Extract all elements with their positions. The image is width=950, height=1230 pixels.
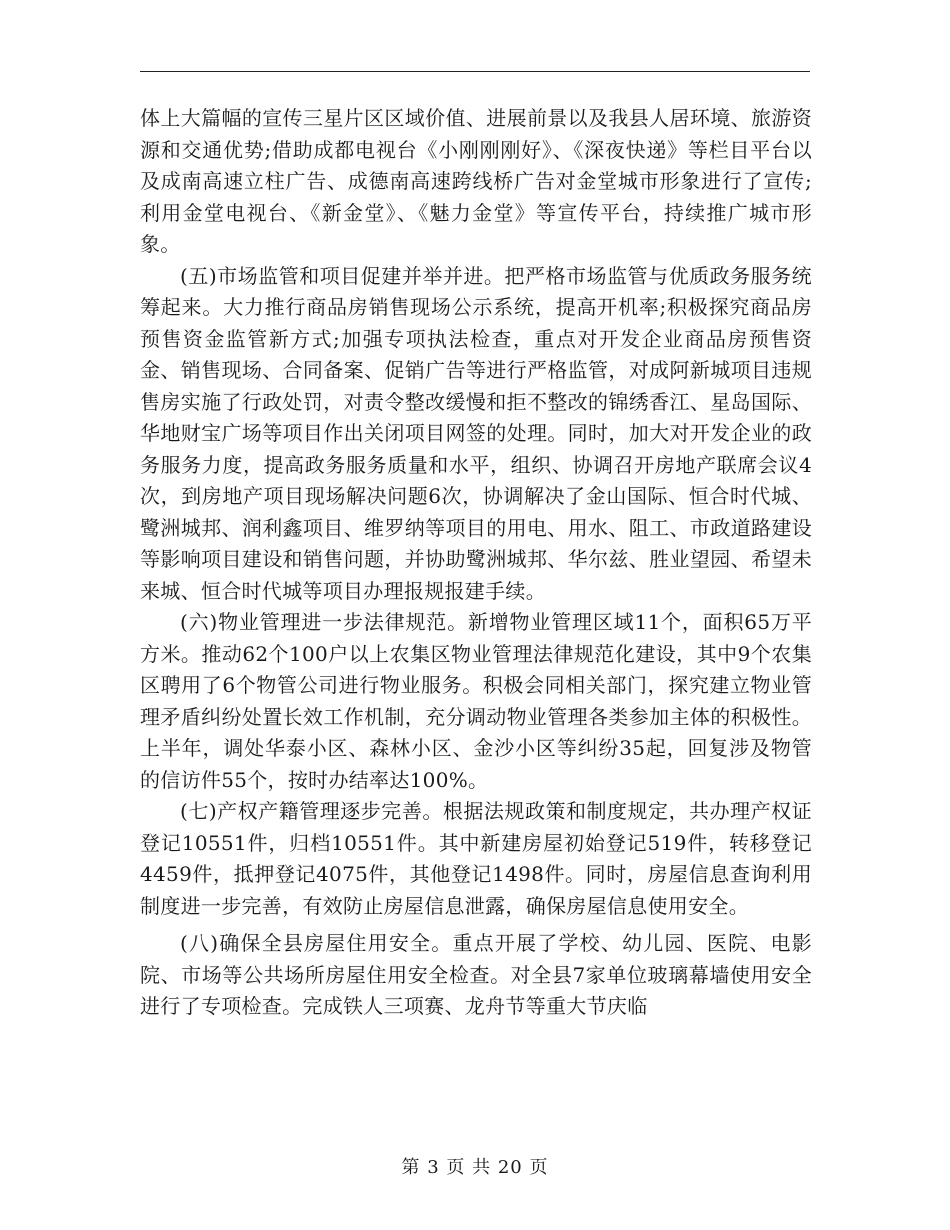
header-rule <box>140 71 810 72</box>
page-number-footer: 第 3 页 共 20 页 <box>401 1157 549 1178</box>
paragraph-property-registration: (七)产权产籍管理逐步完善。根据法规政策和制度规定，共办理产权证登记10551件，归档10551件。其中新建房屋初始登记519件，转移登记4459件，抵押登记4075件，其他登记1498件。同时，房屋信息查询利用制度进一步完善，有效防止房屋信息泄露，确保房屋信息使用安全。 <box>140 799 812 918</box>
paragraph-market-supervision: (五)市场监管和项目促建并举并进。把严格市场监管与优质政务服务统筹起来。大力推行商品房销售现场公示系统，提高开机率;积极探究商品房预售资金监管新方式;加强专项执法检查，重点对开发企业商品房预售资金、销售现场、合同备案、促销广告等进行严格监管，对成阿新城项目违规售房实施了行政处罚，对责令整改缓慢和拒不整改的锦绣香江、星岛国际、华地财宝广场等项目作出关闭项目网签的处理。同时，加大对开发企业的政务服务力度，提高政务服务质量和水平，组织、协调召开房地产联席会议4次，到房地产项目现场解决问题6次，协调解决了金山国际、恒合时代城、鹭洲城邦、润利鑫项目、维罗纳等项目的用电、用水、阻工、市政道路建设等影响项目建设和销售问题，并协助鹭洲城邦、华尔兹、胜业望园、希望未来城、恒合时代城等项目办理报规报建手续。 <box>140 263 812 603</box>
paragraph-housing-safety: (八)确保全县房屋住用安全。重点开展了学校、幼儿园、医院、电影院、市场等公共场所房屋住用安全检查。对全县7家单位玻璃幕墙使用安全进行了专项检查。完成铁人三项赛、龙舟节等重大节庆临 <box>140 931 812 1018</box>
paragraph-property-management: (六)物业管理进一步法律规范。新增物业管理区域11个，面积65万平方米。推动62个100户以上农集区物业管理法律规范化建设，其中9个农集区聘用了6个物管公司进行物业服务。积极会同相关部门，探究建立物业管理矛盾纠纷处置长效工作机制，充分调动物业管理各类参加主体的积极性。上半年，调处华泰小区、森林小区、金沙小区等纠纷35起，回复涉及物管的信访件55个，按时办结率达100%。 <box>140 610 812 792</box>
document-body <box>140 103 812 1023</box>
paragraph-continued: 体上大篇幅的宣传三星片区区域价值、进展前景以及我县人居环境、旅游资源和交通优势;借助成都电视台《小刚刚刚好》、《深夜快递》等栏目平台以及成南高速立柱广告、成德南高速跨线桥广告对金堂城市形象进行了宣传;利用金堂电视台、《新金堂》、《魅力金堂》等宣传平台，持续推广城市形象。 <box>140 106 812 256</box>
